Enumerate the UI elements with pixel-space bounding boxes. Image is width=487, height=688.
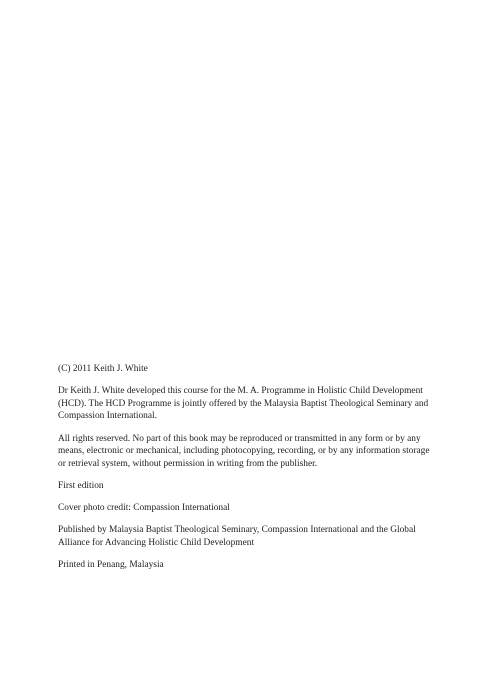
printed-line: Printed in Penang, Malaysia [58, 560, 164, 571]
photo-credit: Cover photo credit: Compassion International [58, 503, 230, 514]
publisher-line: Published by Malaysia Baptist Theological Seminary, Compassion International and the Global Alliance for Advancing Holistic Child Development [58, 525, 416, 548]
copyright-line: (C) 2011 Keith J. White [58, 364, 148, 374]
course-note: Dr Keith J. White developed this course for the M. A. Programme in Holistic Child Development (HCD). The HCD Programme is jointly offered by the Malaysia Baptist Theological Seminary and Compassion International. [58, 386, 429, 422]
rights-statement: All rights reserved. No part of this book may be reproduced or transmitted in any form or by any means, electronic or mechanical, including photocopying, recording, or by any information storage or retrieval system, without permission in writing from the publisher. [58, 433, 430, 469]
copyright-block [58, 363, 430, 581]
edition-line: First edition [58, 480, 104, 491]
